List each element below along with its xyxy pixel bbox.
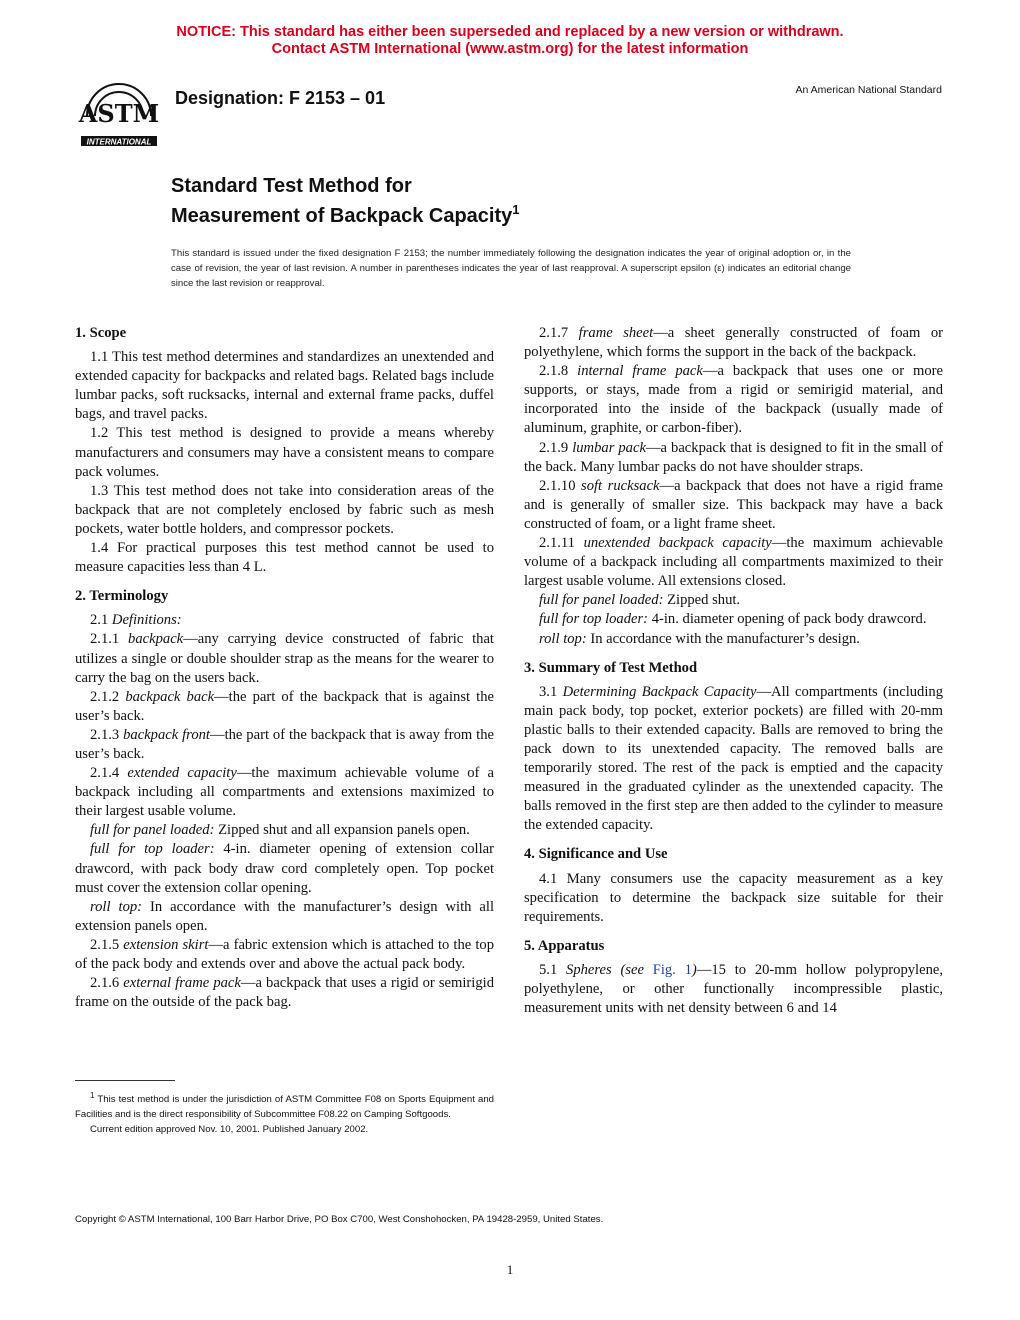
paragraph-1-1: 1.1 This test method determines and standardizes an unextended and extended capacity for backpacks and related bags. Related bags include lumbar packs, soft rucksacks, internal and external frame packs, duffel bags, and travel packs. (75, 349, 494, 423)
definition-extension-skirt: 2.1.5 extension skirt—a fabric extension which is attached to the top of the pack body and extends over and above the actual pack body. (75, 936, 494, 972)
title-line-1: Standard Test Method for (171, 175, 412, 197)
section-heading-terminology: 2. Terminology (75, 588, 169, 605)
document-title (171, 174, 519, 228)
page-number: 1 (506, 1262, 514, 1277)
definition-unextended-capacity: 2.1.11 unextended backpack capacity—the maximum achievable volume of a backpack including all compartments maximized to their largest usable volume. All extensions closed. (524, 535, 943, 590)
astm-logo (75, 76, 163, 148)
definition-internal-frame-pack: 2.1.8 internal frame pack—a backpack that uses one or more supports, or stays, made from a rigid or semirigid material, and incorporated into the inside of the backpack (usually made of aluminum, graphite, or carbon-fiber). (524, 363, 943, 437)
paragraph-1-3: 1.3 This test method does not take into consideration areas of the backpack that are not completely enclosed by fabric such as mesh pockets, water bottle holders, and compressor pockets. (75, 482, 494, 537)
paragraph-1-4: 1.4 For practical purposes this test method cannot be used to measure capacities less than 4 L. (75, 540, 494, 576)
paragraph-4-1: 4.1 Many consumers use the capacity measurement as a key specification to determine the backpack size suitable for their requirements. (524, 870, 943, 925)
definition-lumbar-pack: 2.1.9 lumbar pack—a backpack that is designed to fit in the small of the back. Many lumbar packs do not have shoulder straps. (524, 439, 943, 475)
extended-full-panel-loaded: full for panel loaded: Zipped shut and all expansion panels open. (90, 822, 470, 839)
national-standard-label: An American National Standard (795, 84, 942, 96)
withdrawal-notice (0, 24, 1020, 58)
extended-roll-top: roll top: In accordance with the manufacturer’s design with all extension panels open. (75, 898, 495, 934)
section-heading-significance: 4. Significance and Use (524, 846, 668, 863)
left-column (75, 324, 494, 1012)
section-heading-summary: 3. Summary of Test Method (524, 659, 698, 676)
title-line-2-text: Measurement of Backpack Capacity (171, 205, 513, 227)
issuance-note: This standard is issued under the fixed designation F 2153; the number immediately following the designation indicates the year of original adoption or, in the case of revision, the year of last revision. A number in parentheses indicates the year of last reapproval. A superscript epsilon (ε) indicates an editorial change since the last revision or reapproval. (171, 248, 851, 289)
footnote (75, 1088, 494, 1137)
unextended-full-top-loader: full for top loader: 4-in. diameter opening of pack body drawcord. (539, 611, 927, 628)
logo-subtext: INTERNATIONAL (86, 137, 152, 147)
extended-full-top-loader: full for top loader: 4-in. diameter opening of extension collar drawcord, with pack body draw cord completely open. Top pocket must cover the extension collar opening. (75, 841, 494, 896)
section-heading-scope: 1. Scope (75, 325, 127, 341)
footnote-1: $^1$ This test method is under the jurisdiction of ASTM Committee F08 on Sports Equipment and Facilities and is the direct responsibility of Subcommittee F08.22 on Camping Softgoods. (75, 1091, 494, 1121)
notice-line-1: NOTICE: This standard has either been superseded and replaced by a new version or withdrawn. (176, 24, 844, 40)
definition-external-frame-pack: 2.1.6 external frame pack—a backpack that uses a rigid or semirigid frame on the outside of the pack bag. (75, 975, 494, 1011)
paragraph-5-1: 5.1 Spheres (see Fig. 1)—15 to 20-mm hollow polypropylene, polyethylene, or other functionally incompressible plastic, measurement units with net density between 6 and 14 (524, 961, 944, 1017)
definition-extended-capacity: 2.1.4 extended capacity—the maximum achievable volume of a backpack including all compartments and extensions maximized to their largest usable volume. (75, 765, 495, 820)
title-footnote-mark: 1 (512, 202, 520, 217)
paragraph-2-1: 2.1 Definitions: (90, 612, 182, 629)
definition-backpack-front: 2.1.3 backpack front—the part of the backpack that is away from the user’s back. (75, 726, 494, 762)
copyright-line: Copyright © ASTM International, 100 Barr Harbor Drive, PO Box C700, West Conshohocken, PA 19428-2959, United States. (75, 1214, 604, 1225)
figure-1-link[interactable]: Fig. 1 (652, 961, 692, 978)
title-line-2 (171, 198, 519, 228)
footnote-edition: Current edition approved Nov. 10, 2001. Published January 2002. (90, 1124, 369, 1136)
definition-backpack: 2.1.1 backpack—any carrying device constructed of fabric that utilizes a single or double shoulder strap as the means for the wearer to carry the bag on the users back. (75, 631, 494, 686)
notice-line-2: Contact ASTM International (www.astm.org) for the latest information (271, 41, 749, 57)
footnote-divider (75, 1080, 175, 1081)
definition-frame-sheet: 2.1.7 frame sheet—a sheet generally constructed of foam or polyethylene, which forms the support in the back of the backpack. (524, 325, 943, 361)
definition-soft-rucksack: 2.1.10 soft rucksack—a backpack that does not have a rigid frame and is generally of smaller size. This backpack may have a back constructed of foam, or a light frame sheet. (524, 477, 943, 532)
section-heading-apparatus: 5. Apparatus (524, 937, 605, 954)
paragraph-1-2: 1.2 This test method is designed to provide a means whereby manufacturers and consumers may have a consistent means to compare pack volumes. (75, 425, 494, 480)
logo-text: ASTM (78, 99, 160, 128)
unextended-roll-top: roll top: In accordance with the manufacturer’s design. (539, 630, 860, 647)
definition-backpack-back: 2.1.2 backpack back—the part of the backpack that is against the user’s back. (75, 688, 494, 724)
unextended-full-panel-loaded: full for panel loaded: Zipped shut. (539, 592, 741, 609)
designation: Designation: F 2153 – 01 (175, 88, 386, 108)
paragraph-3-1: 3.1 Determining Backpack Capacity—All compartments (including main pack body, top pocket, exterior pockets) are filled with 20-mm plastic balls to their extended capacity. Balls are removed to bring the pack down to its unextended capacity. The removed balls are temporarily stored. The rest of the pack is emptied and the capacity measured in the graduated cylinder as the unextended capacity. The balls removed in the first step are then added to the cylinder to measure the extended capacity. (524, 683, 944, 834)
right-column (524, 324, 943, 1018)
